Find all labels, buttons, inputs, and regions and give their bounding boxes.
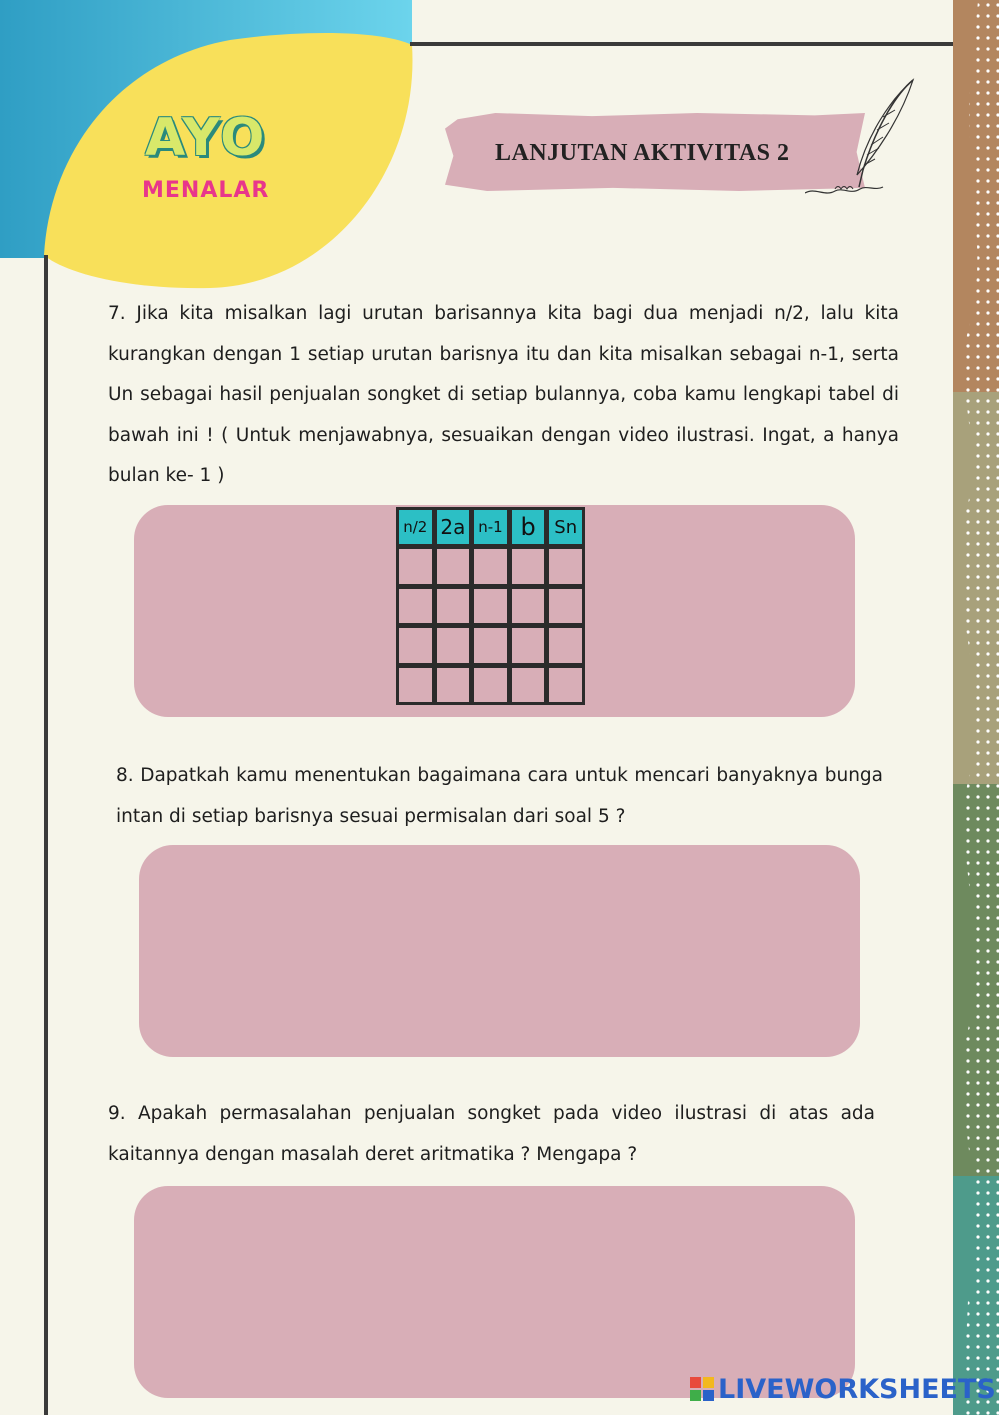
table-cell[interactable] xyxy=(512,668,545,702)
table-cell[interactable] xyxy=(474,668,507,702)
answer-area-8[interactable] xyxy=(139,845,860,1057)
table-cell[interactable] xyxy=(549,628,582,662)
table-cell[interactable] xyxy=(512,628,545,662)
table-cell[interactable] xyxy=(437,668,470,702)
table-cell[interactable] xyxy=(437,549,470,583)
brand-wordmark: LIVEWORKSHEETS xyxy=(718,1374,996,1405)
liveworksheets-logo-icon xyxy=(690,1375,716,1403)
question-7-text: 7. Jika kita misalkan lagi urutan barisannya kita bagi dua menjadi n/2, lalu kita kurangkan dengan 1 setiap urutan barisnya itu dan kita misalkan sebagai n-1, serta Un sebagai hasil penjualan songket di setiap bulannya, coba kamu lengkapi tabel di bawah ini ! ( Untuk menjawabnya, sesuaikan dengan video ilustrasi. Ingat, a hanya bulan ke- 1 ) xyxy=(108,303,899,486)
badge-title: AYO xyxy=(145,108,267,168)
table-cell[interactable] xyxy=(399,628,432,662)
table-cell[interactable] xyxy=(437,589,470,623)
feather-icon xyxy=(805,75,920,200)
table-cell[interactable] xyxy=(549,549,582,583)
table-header: n-1 xyxy=(474,510,507,544)
table-header: b xyxy=(512,510,545,544)
table-header: 2a xyxy=(437,510,470,544)
table-cell[interactable] xyxy=(549,589,582,623)
table-cell[interactable] xyxy=(437,628,470,662)
table-cell[interactable] xyxy=(399,668,432,702)
badge-subtitle: MENALAR xyxy=(142,178,270,203)
answer-area-9[interactable] xyxy=(134,1186,855,1398)
page-title: LANJUTAN AKTIVITAS 2 xyxy=(495,140,790,166)
table-cell[interactable] xyxy=(512,589,545,623)
table-cell[interactable] xyxy=(474,549,507,583)
question-8-text: 8. Dapatkah kamu menentukan bagaimana cara untuk mencari banyaknya bunga intan di setiap barisnya sesuai permisalan dari soal 5 ? xyxy=(116,765,883,827)
table-cell[interactable] xyxy=(474,628,507,662)
table-header: Sn xyxy=(549,510,582,544)
table-cell[interactable] xyxy=(474,589,507,623)
question-9-text: 9. Apakah permasalahan penjualan songket pada video ilustrasi di atas ada kaitannya dengan masalah deret aritmatika ? Mengapa ? xyxy=(108,1103,875,1165)
table-cell[interactable] xyxy=(399,589,432,623)
table-cell[interactable] xyxy=(549,668,582,702)
answer-table xyxy=(396,507,585,705)
table-cell[interactable] xyxy=(512,549,545,583)
left-rule xyxy=(44,255,48,1415)
header-rule xyxy=(410,42,955,46)
table-cell[interactable] xyxy=(399,549,432,583)
dots-pattern-icon xyxy=(953,0,999,1415)
table-header: n/2 xyxy=(399,510,432,544)
